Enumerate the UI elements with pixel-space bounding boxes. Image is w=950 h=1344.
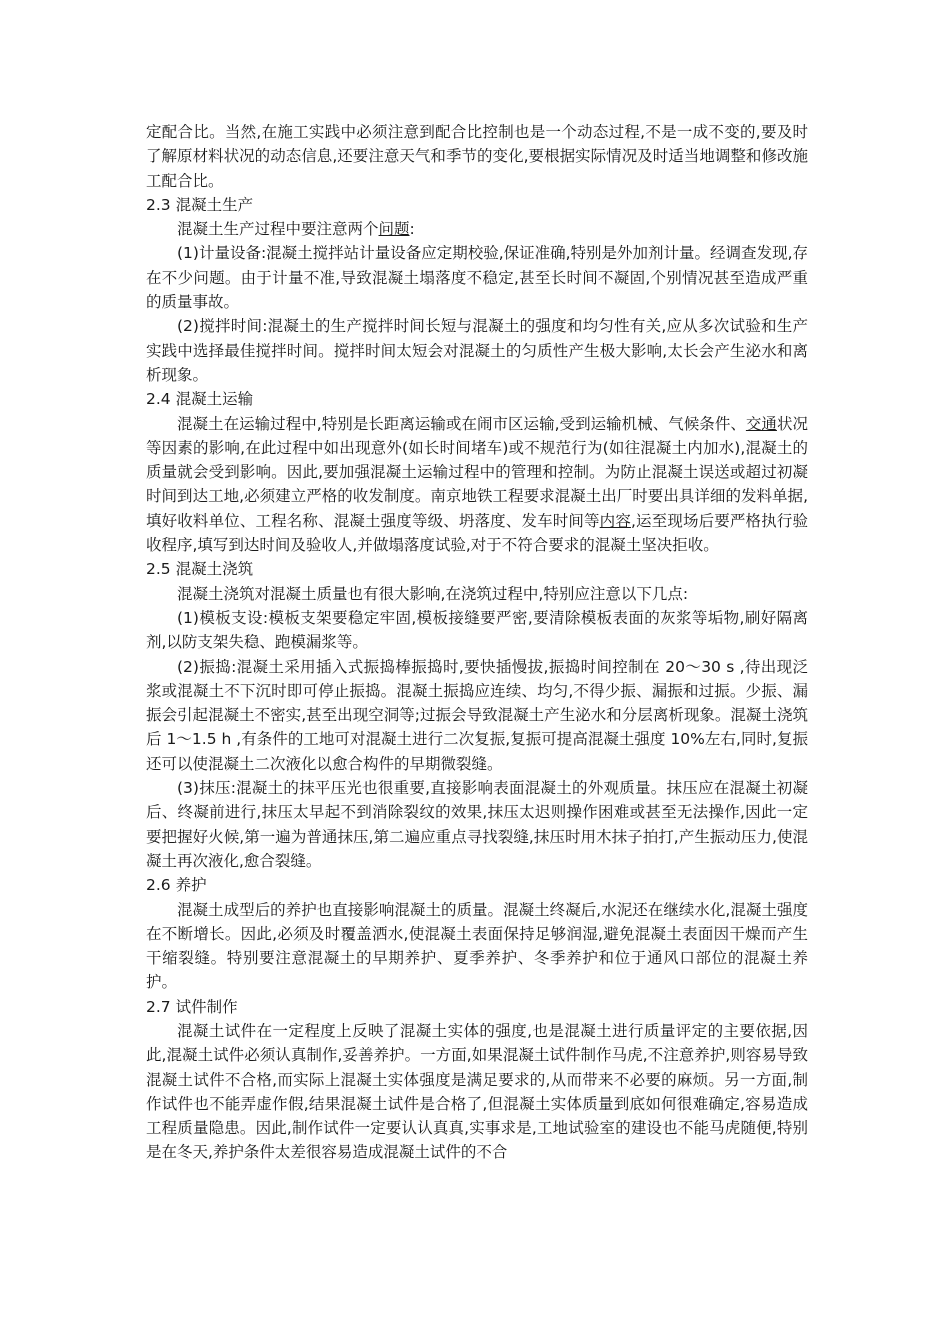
section-heading-2-3: 2.3 混凝土生产 [146,195,254,214]
traffic-link[interactable]: 交通 [745,414,777,433]
problem-link[interactable]: 问题 [378,220,410,239]
lead-text: 混凝土生产过程中要注意两个 [177,220,379,239]
content-link[interactable]: 内容 [599,511,631,530]
intro-paragraph: 定配合比。当然,在施工实践中必须注意到配合比控制也是一个动态过程,不是一成不变的,要及时了解原材料状况的动态信息,还要注意天气和季节的变化,要根据实际情况及时适当地调整和修改施工配合比。 [146,123,808,190]
section-2-4-paragraph [146,412,808,558]
section-2-3-item-2: (2)搅拌时间:混凝土的生产搅拌时间长短与混凝土的强度和均匀性有关,应从多次试验和生产实践中选择最佳搅拌时间。搅拌时间太短会对混凝土的匀质性产生极大影响,太长会产生泌水和离析现象。 [146,317,808,384]
section-heading-2-7: 2.7 试件制作 [146,997,238,1016]
section-heading-2-4: 2.4 混凝土运输 [146,390,254,409]
transport-text-end: ,运至现场后要严格执行验收程序,填写到达时间及验收人,并做塌落度试验,对于不符合要求的混凝土坚决拒收。 [146,511,808,555]
document-page [146,120,808,1165]
section-2-5-item-2: (2)振捣:混凝土采用插入式振捣棒振捣时,要快插慢拔,振捣时间控制在 20～30 s ,待出现泛浆或混凝土不下沉时即可停止振捣。混凝土振捣应连续、均匀,不得少振、漏振和过振。少振、漏振会引起混凝土不密实,甚至出现空洞等;过振会导致混凝土产生泌水和分层离析现象。混凝土浇筑后 1～1.5 h ,有条件的工地可对混凝土进行二次复振,复振可提高混凝土强度 10%左右,同时,复振还可以使混凝土二次液化以愈合构件的早期微裂缝。 [146,657,808,773]
section-2-7-paragraph: 混凝土试件在一定程度上反映了混凝土实体的强度,也是混凝土进行质量评定的主要依据,因此,混凝土试件必须认真制作,妥善养护。一方面,如果混凝土试件制作马虎,不注意养护,则容易导致混凝土试件不合格,而实际上混凝土实体强度是满足要求的,从而带来不必要的麻烦。另一方面,制作试件也不能弄虚作假,结果混凝土试件是合格了,但混凝土实体质量到底如何很难确定,容易造成工程质量隐患。因此,制作试件一定要认认真真,实事求是,工地试验室的建设也不能马虎随便,特别是在冬天,养护条件太差很容易造成混凝土试件的不合 [146,1021,808,1162]
section-heading-2-5: 2.5 混凝土浇筑 [146,560,254,579]
transport-text-start: 混凝土在运输过程中,特别是长距离运输或在闹市区运输,受到运输机械、气候条件、 [177,414,746,433]
section-heading-2-6: 2.6 养护 [146,876,207,895]
section-2-6-paragraph: 混凝土成型后的养护也直接影响混凝土的质量。混凝土终凝后,水泥还在继续水化,混凝土强度在不断增长。因此,必须及时覆盖洒水,使混凝土表面保持足够润湿,避免混凝土表面因干燥而产生干缩裂缝。特别要注意混凝土的早期养护、夏季养护、冬季养护和位于通风口部位的混凝土养护。 [146,900,808,992]
section-2-5-item-1: (1)模板支设:模板支架要稳定牢固,模板接缝要严密,要清除模板表面的灰浆等垢物,刷好隔离剂,以防支架失稳、跑模漏浆等。 [146,608,808,652]
section-2-3-item-1: (1)计量设备:混凝土搅拌站计量设备应定期校验,保证准确,特别是外加剂计量。经调查发现,存在不少问题。由于计量不准,导致混凝土塌落度不稳定,甚至长时间不凝固,个别情况甚至造成严重的质量事故。 [146,244,808,312]
lead-colon: : [409,220,415,239]
transport-text-middle: 状况等因素的影响,在此过程中如出现意外(如长时间堵车)或不规范行为(如往混凝土内加水),混凝土的质量就会受到影响。因此,要加强混凝土运输过程中的管理和控制。为防止混凝土误送或超过初凝时间到达工地,必须建立严格的收发制度。南京地铁工程要求混凝土出厂时要出具详细的发料单据,填好收料单位、工程名称、混凝土强度等级、坍落度、发车时间等 [146,414,808,530]
section-2-5-item-3: (3)抹压:混凝土的抹平压光也很重要,直接影响表面混凝土的外观质量。抹压应在混凝土初凝后、终凝前进行,抹压太早起不到消除裂纹的效果,抹压太迟则操作困难或甚至无法操作,因此一定要把握好火候,第一遍为普通抹压,第二遍应重点寻找裂缝,抹压时用木抹子拍打,产生振动压力,使混凝土再次液化,愈合裂缝。 [146,779,808,870]
section-2-5-lead: 混凝土浇筑对混凝土质量也有很大影响,在浇筑过程中,特别应注意以下几点: [177,584,689,603]
section-2-3-lead [146,217,808,241]
